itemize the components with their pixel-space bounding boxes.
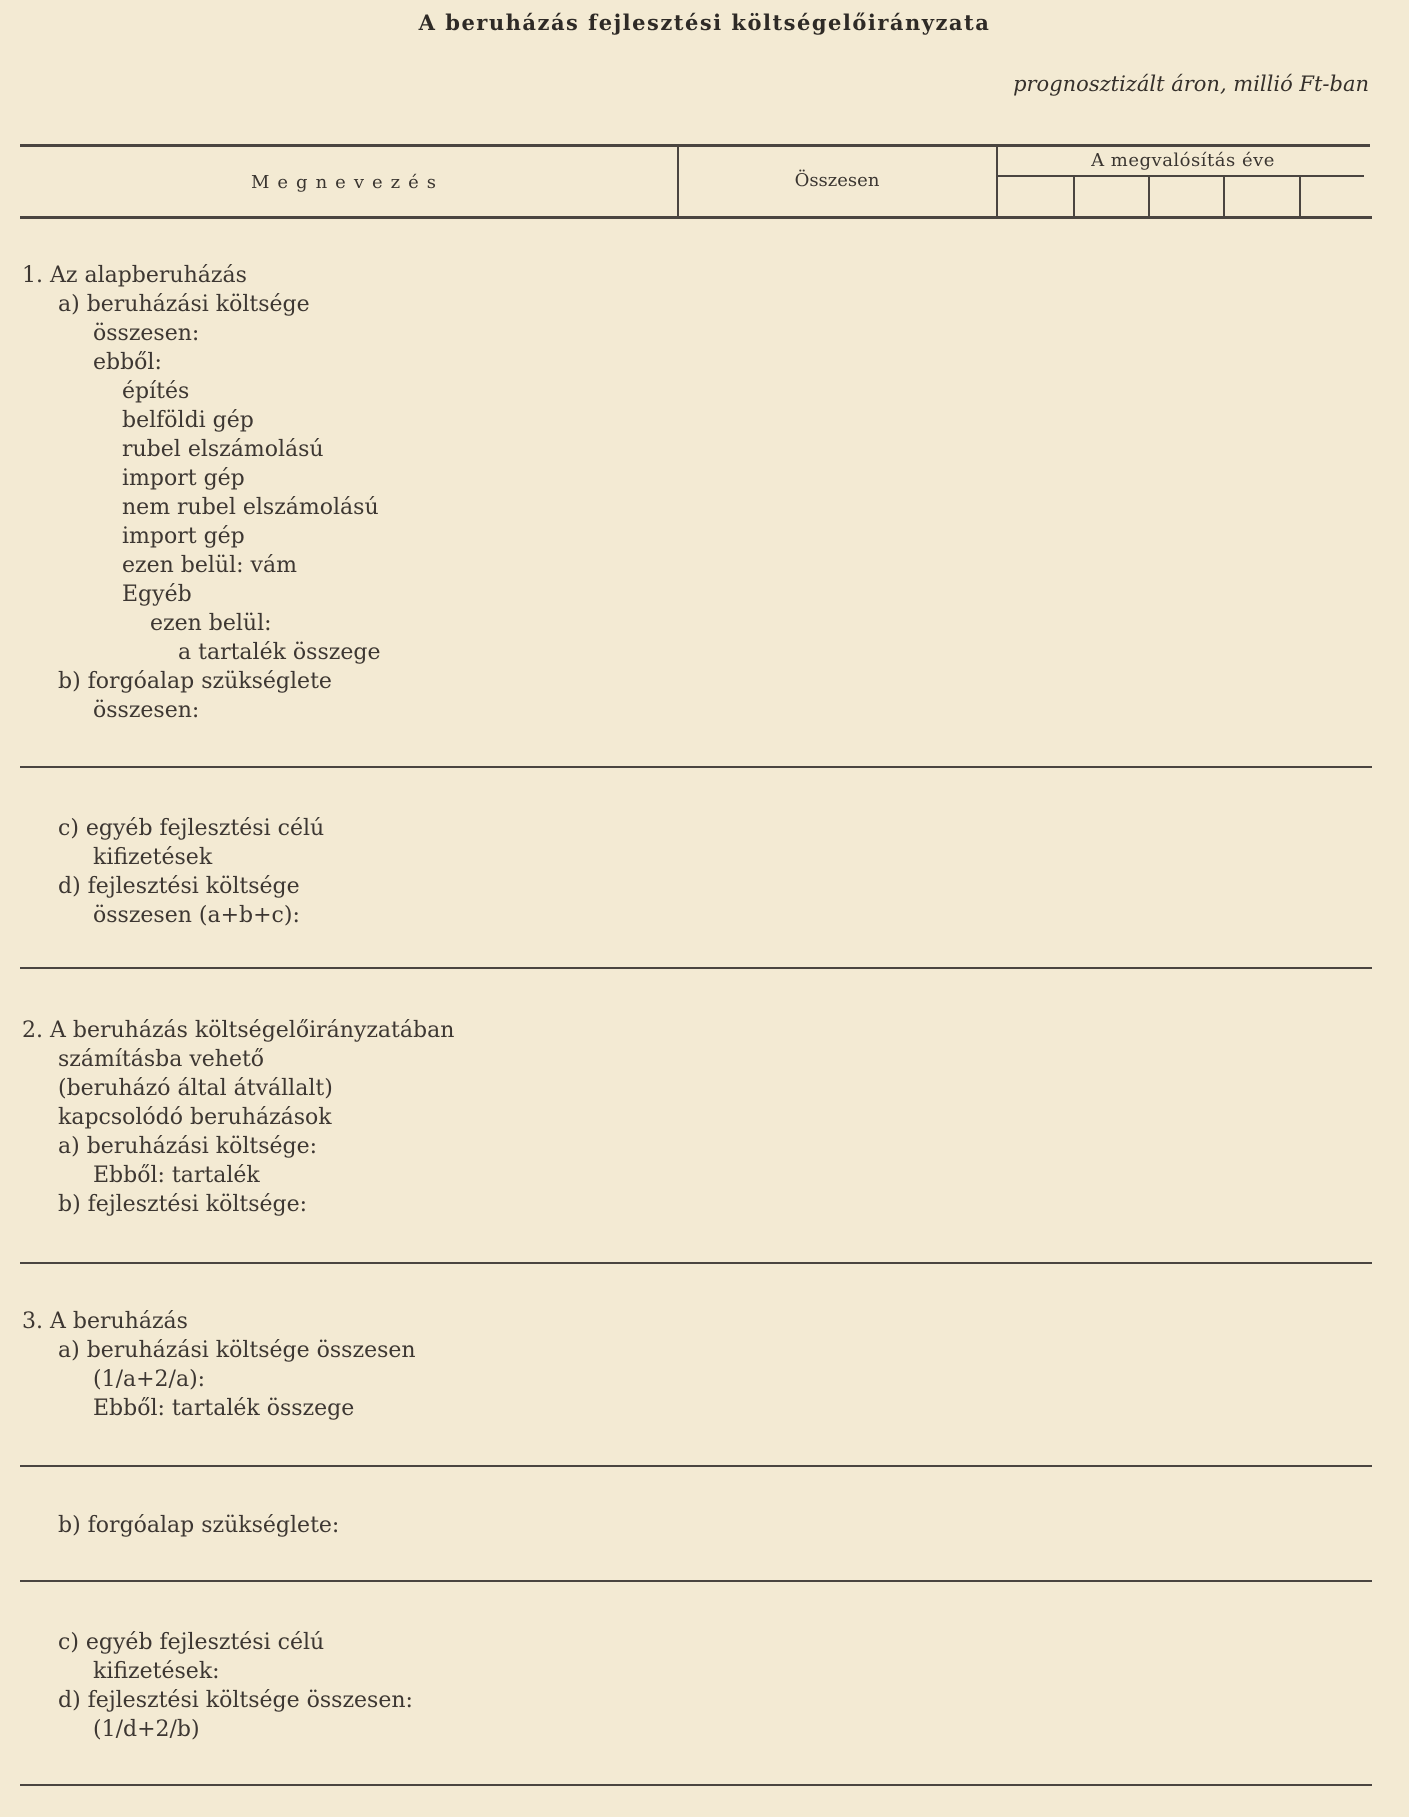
row-label: a) beruházási költsége (58, 292, 310, 317)
row-label: c) egyéb fejlesztési célú (58, 1630, 325, 1655)
row-label: belföldi gép (122, 408, 254, 433)
row-label: d) fejlesztési költsége összesen: (58, 1688, 413, 1713)
row-label: (1/d+2/b) (93, 1717, 200, 1742)
row-label: összesen: (93, 321, 200, 346)
row-label: import gép (122, 466, 245, 491)
row-label: építés (122, 379, 190, 404)
year-subheader-rule (998, 175, 1364, 177)
row-label: összesen (a+b+c): (93, 903, 300, 928)
section-2-heading: 2. A beruházás költségelőirányzatában (22, 1018, 455, 1043)
bottom-rule (20, 1784, 1372, 1786)
header-name: Megnevezés (250, 172, 445, 193)
section-3-heading: 3. A beruházás (22, 1309, 188, 1334)
year-col-divider-3 (1223, 177, 1225, 217)
row-label: b) fejlesztési költsége: (58, 1192, 308, 1217)
row-label: a) beruházási költsége összesen (58, 1338, 416, 1363)
row-label: a tartalék összege (178, 640, 381, 665)
section-rule (20, 967, 1372, 969)
row-label: d) fejlesztési költsége (58, 874, 300, 899)
row-label: Ebből: tartalék (93, 1163, 260, 1188)
row-label: import gép (122, 524, 245, 549)
row-label: Ebből: tartalék összege (93, 1396, 355, 1421)
section-rule (20, 1580, 1372, 1582)
row-label: számításba vehető (58, 1047, 265, 1072)
header-year: A megvalósítás éve (1091, 150, 1275, 171)
row-label: ezen belül: (150, 611, 272, 636)
row-label: (1/a+2/a): (93, 1367, 206, 1392)
units-note: prognosztizált áron, millió Ft-ban (1013, 72, 1369, 96)
header-top-rule (20, 144, 1370, 147)
row-label: (beruházó által átvállalt) (58, 1076, 333, 1101)
row-label: nem rubel elszámolású (122, 495, 379, 520)
row-label: ezen belül: vám (122, 553, 297, 578)
row-label: c) egyéb fejlesztési célú (58, 816, 325, 841)
row-label: a) beruházási költsége: (58, 1134, 318, 1159)
section-rule (20, 1465, 1372, 1467)
section-rule (20, 1262, 1372, 1264)
year-col-divider-4 (1299, 177, 1301, 217)
row-label: b) forgóalap szükséglete: (58, 1513, 340, 1538)
row-label: b) forgóalap szükséglete (58, 669, 332, 694)
header-total: Összesen (794, 170, 880, 191)
header-bottom-rule (20, 216, 1372, 219)
row-label: összesen: (93, 698, 200, 723)
row-label: kapcsolódó beruházások (58, 1105, 332, 1130)
row-label: ebből: (93, 350, 162, 375)
section-1-heading: 1. Az alapberuházás (22, 263, 247, 288)
row-label: kifizetések: (93, 1659, 220, 1684)
year-col-divider-1 (1073, 177, 1075, 217)
section-rule (20, 766, 1372, 768)
row-label: kifizetések (93, 845, 213, 870)
page-title: A beruházás fejlesztési költségelőirányzata (418, 10, 991, 35)
year-col-divider-2 (1148, 177, 1150, 217)
row-label: Egyéb (122, 582, 192, 607)
row-label: rubel elszámolású (122, 437, 324, 462)
